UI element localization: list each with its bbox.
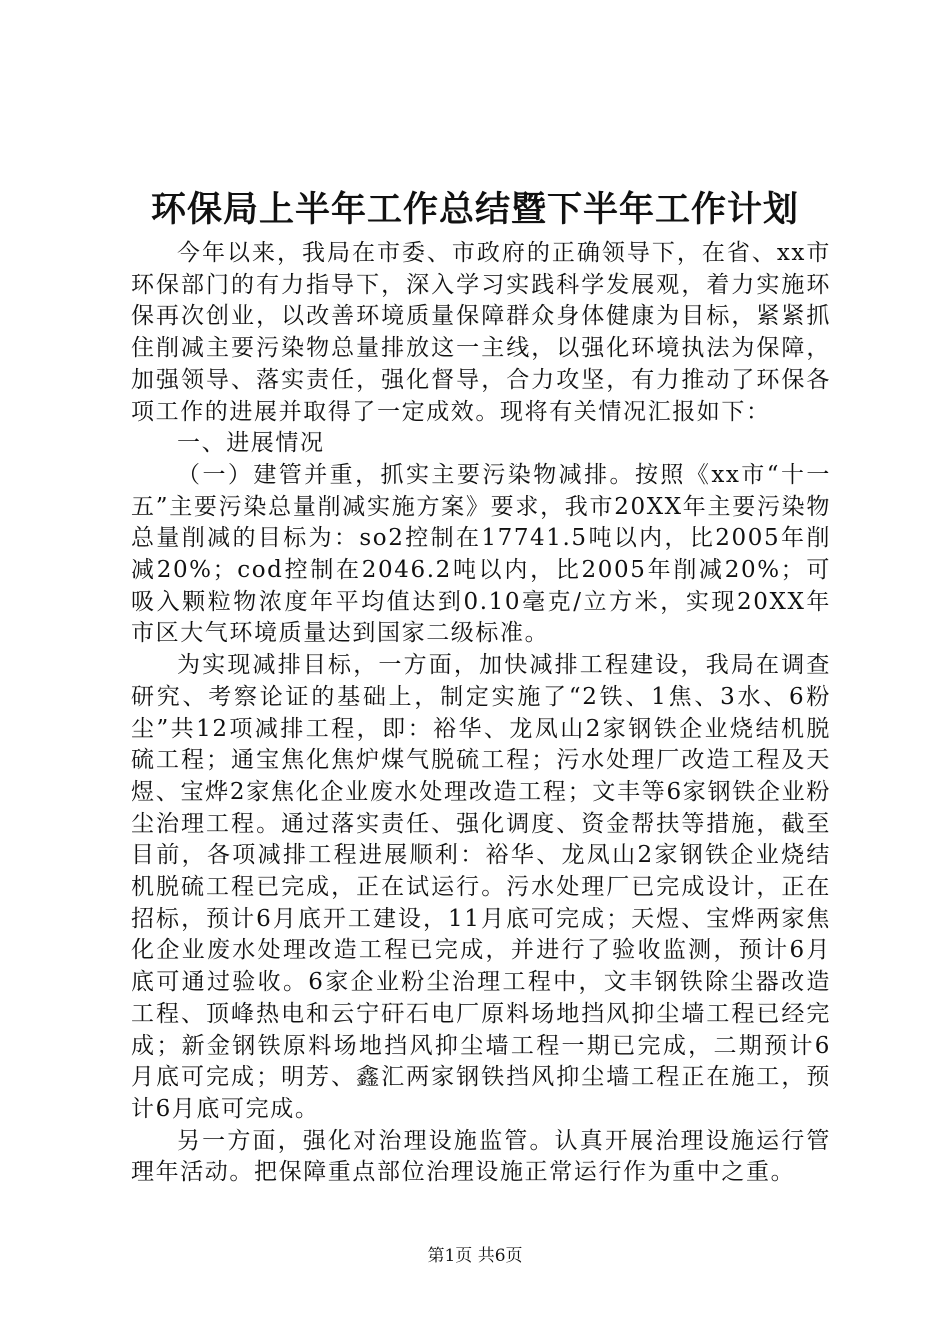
- paragraph-emission-reduction: （一）建管并重，抓实主要污染物减排。按照《xx市“十一五”主要污染总量削减实施方案》要求，我市20XX年主要污染物总量削减的目标为：so2控制在17741.5吨以内，比2005年削减20%；cod控制在2046.2吨以内，比2005年削减20%；可吸入颗粒物浓度年平均值达到0.10毫克/立方米，实现20XX年市区大气环境质量达到国家二级标准。: [131, 461, 831, 647]
- paragraph-reduction-projects: 为实现减排目标，一方面，加快减排工程建设，我局在调查研究、考察论证的基础上，制定实施了“2铁、1焦、3水、6粉尘”共12项减排工程，即：裕华、龙凤山2家钢铁企业烧结机脱硫工程；通宝焦化焦炉煤气脱硫工程；污水处理厂改造工程及天煜、宝烨2家焦化企业废水处理改造工程；文丰等6家钢铁企业粉尘治理工程。通过落实责任、强化调度、资金帮扶等措施，截至目前，各项减排工程进展顺利：裕华、龙凤山2家钢铁企业烧结机脱硫工程已完成，正在试运行。污水处理厂已完成设计，正在招标，预计6月底开工建设，11月底可完成；天煜、宝烨两家焦化企业废水处理改造工程已完成，并进行了验收监测，预计6月底可通过验收。6家企业粉尘治理工程中，文丰钢铁除尘器改造工程、顶峰热电和云宁矸石电厂原料场地挡风抑尘墙工程已经完成；新金钢铁原料场地挡风抑尘墙工程一期已完成，二期预计6月底可完成；明芳、鑫汇两家钢铁挡风抑尘墙工程正在施工，预计6月底可完成。: [131, 652, 831, 1122]
- paragraph-intro: 今年以来，我局在市委、市政府的正确领导下，在省、xx市环保部门的有力指导下，深入学习实践科学发展观，着力实施环保再次创业，以改善环境质量保障群众身体健康为目标，紧紧抓住削减主要污染物总量排放这一主线，以强化环境执法为保障，加强领导、落实责任，强化督导，合力攻坚，有力推动了环保各项工作的进展并取得了一定成效。现将有关情况汇报如下：: [131, 240, 831, 425]
- document-body: [131, 238, 831, 1189]
- page-indicator: 第1页 共6页: [427, 1246, 523, 1266]
- paragraph-facility-supervision: 另一方面，强化对治理设施监管。认真开展治理设施运行管理年活动。把保障重点部位治理设施正常运行作为重中之重。: [131, 1127, 831, 1186]
- document-title: 环保局上半年工作总结暨下半年工作计划: [150, 189, 799, 230]
- section-heading-progress: 一、进展情况: [177, 430, 325, 457]
